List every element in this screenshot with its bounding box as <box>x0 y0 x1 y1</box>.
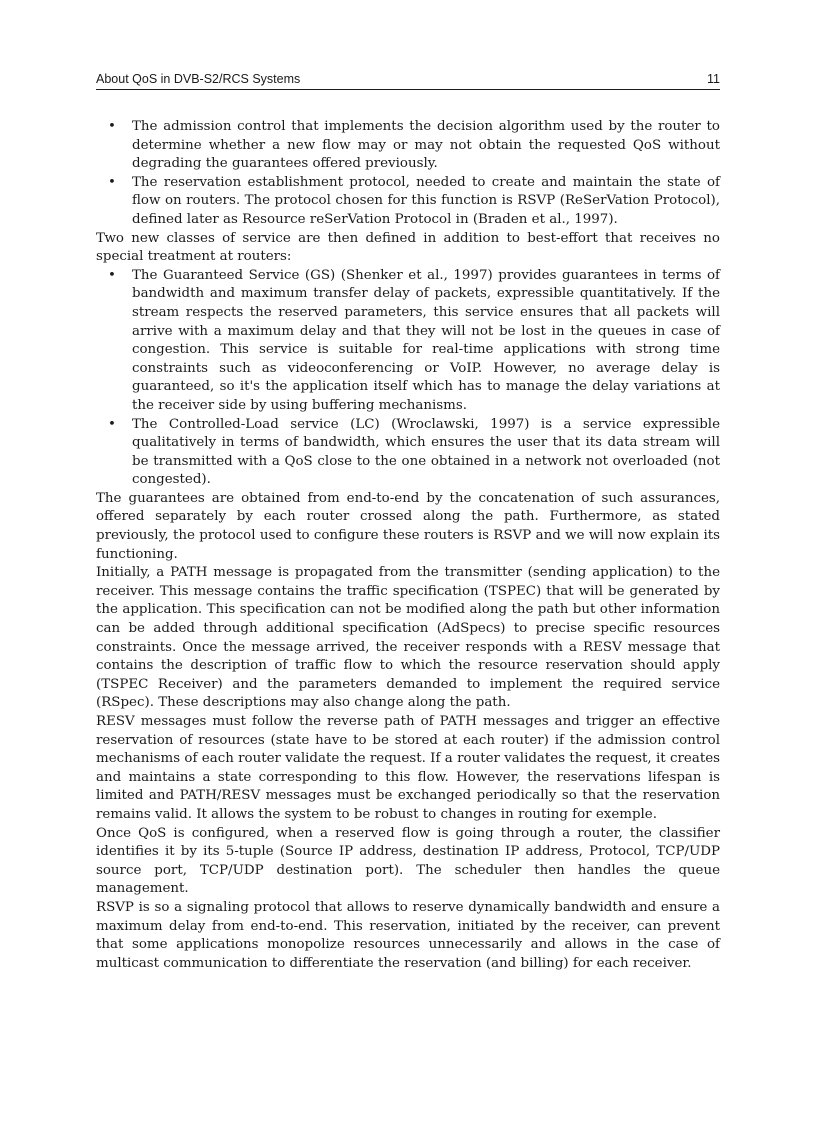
paragraph: RSVP is so a signaling protocol that allows to reserve dynamically bandwidth and ensure a maximum delay from end-to-end. This reservation, initiated by the receiver, can prevent that some applications monopolize resources unnecessarily and allows in the case of multicast communication to differentiate the reservation (and billing) for each receiver. <box>96 899 720 971</box>
running-title: About QoS in DVB-S2/RCS Systems <box>96 72 301 86</box>
paragraph: Once QoS is configured, when a reserved flow is going through a router, the classifier identifies it by its 5-tuple (Source IP address, destination IP address, Protocol, TCP/UDP source port, TCP/UDP destination port). The scheduler then handles the queue management. <box>96 825 720 897</box>
page-header <box>96 72 720 90</box>
page-number: 11 <box>707 72 720 86</box>
paragraph: Initially, a PATH message is propagated from the transmitter (sending application) to the receiver. This message contains the traffic specification (TSPEC) that will be generated by the application. This specification can not be modified along the path but other information can be added through additional specification (AdSpecs) to precise specific resources constraints. Once the message arrived, the receiver responds with a RESV message that contains the description of traffic flow to which the resource reservation should apply (TSPEC Receiver) and the parameters demanded to implement the required service (RSpec). These descriptions may also change along the path. <box>96 565 720 711</box>
bullet-list-components <box>96 118 720 230</box>
paragraph: Two new classes of service are then defined in addition to best-effort that receives no special treatment at routers: <box>96 230 720 265</box>
page-body <box>96 118 720 973</box>
list-item: • The Guaranteed Service (GS) (Shenker et al., 1997) provides guarantees in terms of bandwidth and maximum transfer delay of packets, expressible quantitatively. If the stream respects the reserved parameters, this service ensures that all packets will arrive with a maximum delay and that they will not be lost in the queues in case of congestion. This service is suitable for real-time applications with strong time constraints such as videoconferencing or VoIP. However, no average delay is guaranteed, so it's the application itself which has to manage the delay variations at the receiver side by using buffering mechanisms. <box>108 267 720 413</box>
paragraph: The guarantees are obtained from end-to-end by the concatenation of such assurances, offered separately by each router crossed along the path. Furthermore, as stated previously, the protocol used to configure these routers is RSVP and we will now explain its functioning. <box>96 490 720 562</box>
list-item: • The admission control that implements the decision algorithm used by the router to determine whether a new flow may or may not obtain the requested QoS without degrading the guarantees offered previously. <box>108 119 720 172</box>
bullet-icon: • <box>108 416 116 432</box>
bullet-list-services <box>96 267 720 490</box>
list-item: • The reservation establishment protocol, needed to create and maintain the state of flow on routers. The protocol chosen for this function is RSVP (ReSerVation Protocol), defined later as Resource reSerVation Protocol in (Braden et al., 1997). <box>108 174 720 227</box>
bullet-icon: • <box>108 267 116 283</box>
list-item: • The Controlled-Load service (LC) (Wroclawski, 1997) is a service expressible qualitatively in terms of bandwidth, which ensures the user that its data stream will be transmitted with a QoS close to the one obtained in a network not overloaded (not congested). <box>108 416 720 488</box>
bullet-icon: • <box>108 119 116 134</box>
paragraph: RESV messages must follow the reverse path of PATH messages and trigger an effective reservation of resources (state have to be stored at each router) if the admission control mechanisms of each router validate the request. If a router validates the request, it creates and maintains a state corresponding to this flow. However, the reservations lifespan is limited and PATH/RESV messages must be exchanged periodically so that the reservation remains valid. It allows the system to be robust to changes in routing for exemple. <box>96 714 720 822</box>
bullet-icon: • <box>108 174 116 190</box>
